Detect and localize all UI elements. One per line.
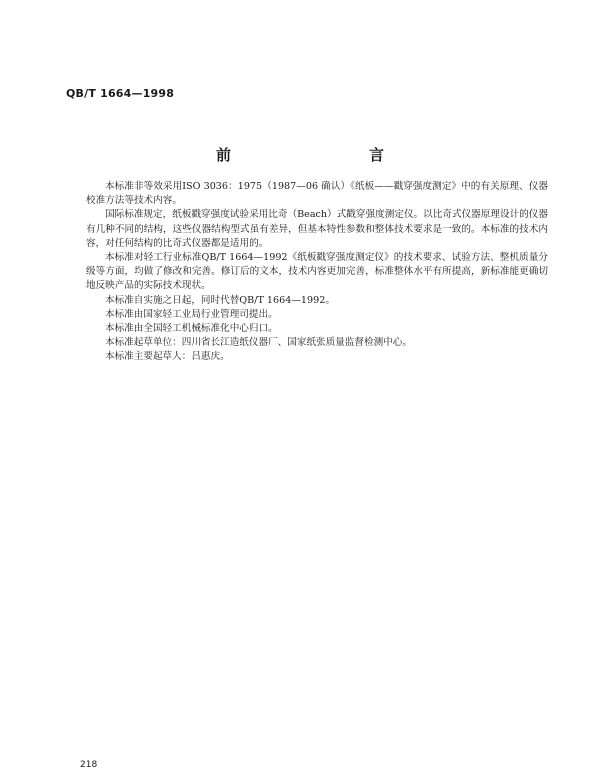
paragraph: 本标准由国家轻工业局行业管理司提出。 [105, 308, 278, 320]
section-title: 前 言 [215, 146, 420, 164]
paragraph: 本标准非等效采用ISO 3036：1975（1987—06 确认）《纸板——戳穿强度测定》中的有关原理、仪器校准方法等技术内容。 [86, 181, 548, 207]
paragraph: 国际标准规定，纸板戳穿强度试验采用比奇（Beach）式戳穿强度测定仪。以比奇式仪器原理设计的仪器有几种不同的结构，这些仪器结构型式虽有差异，但基本特性参数和整体技术要求是一致的。本标准的技术内容，对任何结构的比奇式仪器都是适用的。 [86, 209, 548, 249]
paragraph: 本标准自实施之日起，同时代替QB/T 1664—1992。 [105, 294, 335, 306]
foreword-body [86, 180, 548, 365]
paragraph: 本标准对轻工行业标准QB/T 1664—1992《纸板戳穿强度测定仪》的技术要求、试验方法、整机质量分级等方面，均做了修改和完善。修订后的文本，技术内容更加完善，标准整体水平有所提高，新标准能更确切地反映产品的实际技术现状。 [86, 252, 548, 292]
standard-code: QB/T 1664—1998 [66, 87, 175, 100]
paragraph: 本标准由全国轻工机械标准化中心归口。 [105, 323, 278, 335]
paragraph: 本标准起草单位：四川省长江造纸仪器厂、国家纸张质量监督检测中心。 [105, 337, 412, 349]
page-number: 218 [80, 760, 98, 770]
paragraph: 本标准主要起草人：吕惠庆。 [105, 351, 230, 363]
